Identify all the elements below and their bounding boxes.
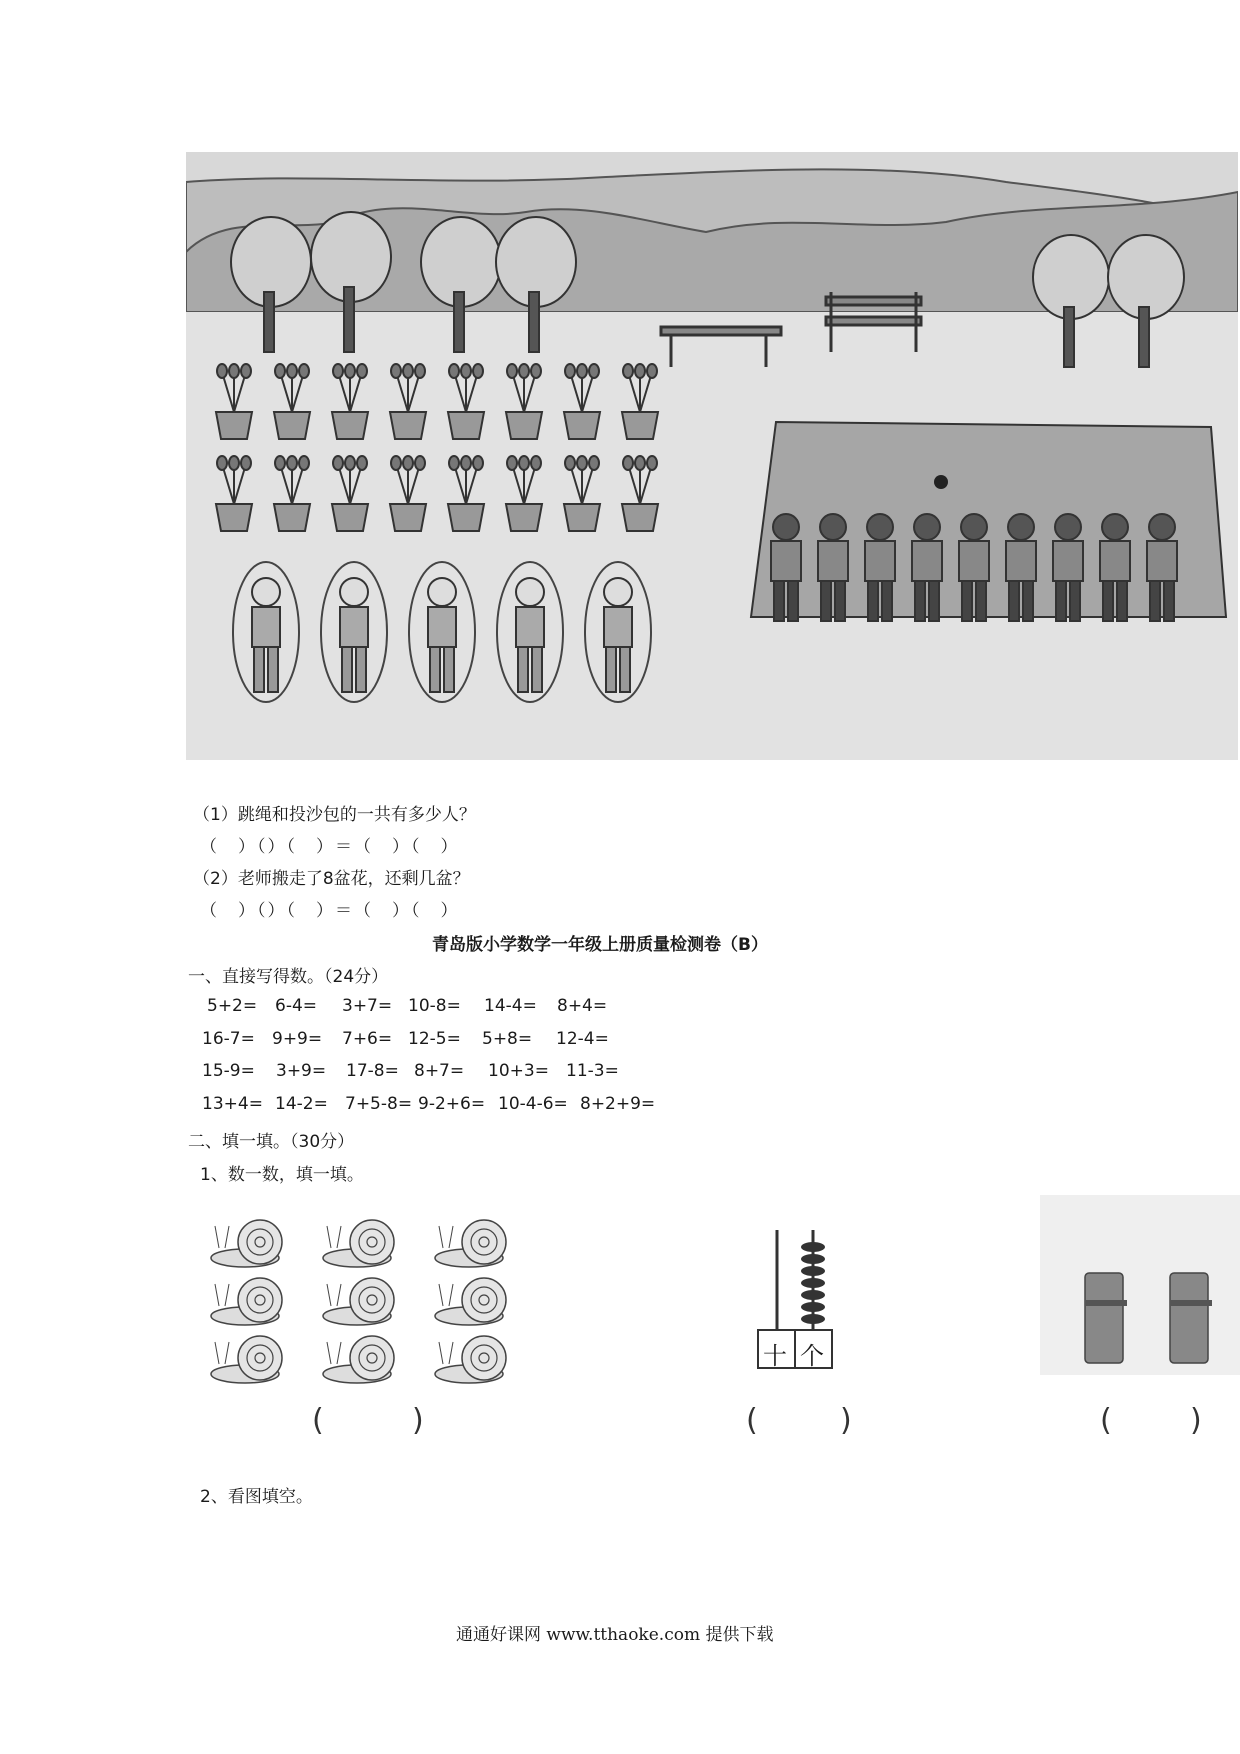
- section-2-item-2: 2、看图填空。: [200, 1487, 313, 1507]
- arithmetic-item[interactable]: 10-8=: [408, 996, 461, 1016]
- snails-group: [205, 1210, 545, 1395]
- arithmetic-item[interactable]: 17-8=: [346, 1061, 399, 1081]
- arithmetic-item[interactable]: 14-4=: [484, 996, 537, 1016]
- snail-icon: [323, 1220, 394, 1267]
- snail-icon: [211, 1278, 282, 1325]
- arithmetic-item[interactable]: 14-2=: [275, 1094, 328, 1114]
- arithmetic-row: [0, 1061, 1240, 1085]
- arithmetic-item[interactable]: 8+4=: [557, 996, 608, 1016]
- arithmetic-item[interactable]: 8+2+9=: [580, 1094, 656, 1114]
- playground-scene-svg: [186, 152, 1238, 760]
- arithmetic-item[interactable]: 16-7=: [202, 1029, 255, 1049]
- section-2-heading: 二、填一填。（30分）: [188, 1132, 355, 1152]
- arithmetic-item[interactable]: 3+7=: [342, 996, 393, 1016]
- arithmetic-item[interactable]: 5+2=: [207, 996, 258, 1016]
- snail-icon: [435, 1278, 506, 1325]
- problem-2-blank[interactable]: （ ）（）（ ）＝（ ）（ ）: [200, 901, 460, 921]
- answer-paren-close: ): [1190, 1403, 1202, 1438]
- abacus-label-tens: 十: [763, 1342, 787, 1370]
- section-2-item-1: 1、数一数，填一填。: [200, 1165, 364, 1185]
- arithmetic-item[interactable]: 10-4-6=: [498, 1094, 568, 1114]
- playground-illustration: [186, 152, 1238, 760]
- answer-paren-open: (: [312, 1403, 324, 1438]
- exam-title: 青岛版小学数学一年级上册质量检测卷（B）: [432, 935, 768, 955]
- arithmetic-row: [0, 1029, 1240, 1053]
- arithmetic-item[interactable]: 7+5-8=: [345, 1094, 413, 1114]
- arithmetic-row: [0, 996, 1240, 1020]
- problem-1-text: （1）跳绳和投沙包的一共有多少人？: [193, 805, 476, 825]
- problem-1-blank[interactable]: （ ）（）（ ）＝（ ）（ ）: [200, 837, 460, 857]
- arithmetic-item[interactable]: 12-4=: [556, 1029, 609, 1049]
- snail-icon-grid: [205, 1210, 545, 1395]
- arithmetic-item[interactable]: 5+8=: [482, 1029, 533, 1049]
- arithmetic-item[interactable]: 13+4=: [202, 1094, 263, 1114]
- answer-paren-open: (: [1100, 1403, 1112, 1438]
- sandbag-icon: [934, 475, 948, 489]
- snail-icon: [435, 1220, 506, 1267]
- arithmetic-item[interactable]: 7+6=: [342, 1029, 393, 1049]
- arithmetic-item[interactable]: 9+9=: [272, 1029, 323, 1049]
- arithmetic-item[interactable]: 9-2+6=: [418, 1094, 486, 1114]
- arithmetic-row: [0, 1094, 1240, 1118]
- arithmetic-item[interactable]: 11-3=: [566, 1061, 619, 1081]
- arithmetic-item[interactable]: 12-5=: [408, 1029, 461, 1049]
- arithmetic-item[interactable]: 15-9=: [202, 1061, 255, 1081]
- snail-icon: [211, 1336, 282, 1383]
- snail-icon: [323, 1336, 394, 1383]
- stick-bundles-svg: [1040, 1195, 1240, 1375]
- arithmetic-item[interactable]: 10+3=: [488, 1061, 549, 1081]
- stick-bundle-icon: [1085, 1273, 1208, 1363]
- arithmetic-item[interactable]: 3+9=: [276, 1061, 327, 1081]
- answer-paren-close: ): [840, 1403, 852, 1438]
- problem-2-text: （2）老师搬走了8盆花，还剩几盆？: [193, 869, 470, 889]
- snail-icon: [323, 1278, 394, 1325]
- footer-credit: 通通好课网 www.tthaoke.com 提供下载: [456, 1625, 774, 1645]
- snail-icon: [211, 1220, 282, 1267]
- arithmetic-item[interactable]: 6-4=: [275, 996, 318, 1016]
- answer-paren-close: ): [412, 1403, 424, 1438]
- answer-paren-open: (: [746, 1403, 758, 1438]
- arithmetic-item[interactable]: 8+7=: [414, 1061, 465, 1081]
- snail-icon: [435, 1336, 506, 1383]
- section-1-heading: 一、直接写得数。（24分）: [188, 967, 389, 987]
- stick-bundles-photo: [1040, 1195, 1240, 1375]
- abacus-label-ones: 个: [800, 1342, 824, 1370]
